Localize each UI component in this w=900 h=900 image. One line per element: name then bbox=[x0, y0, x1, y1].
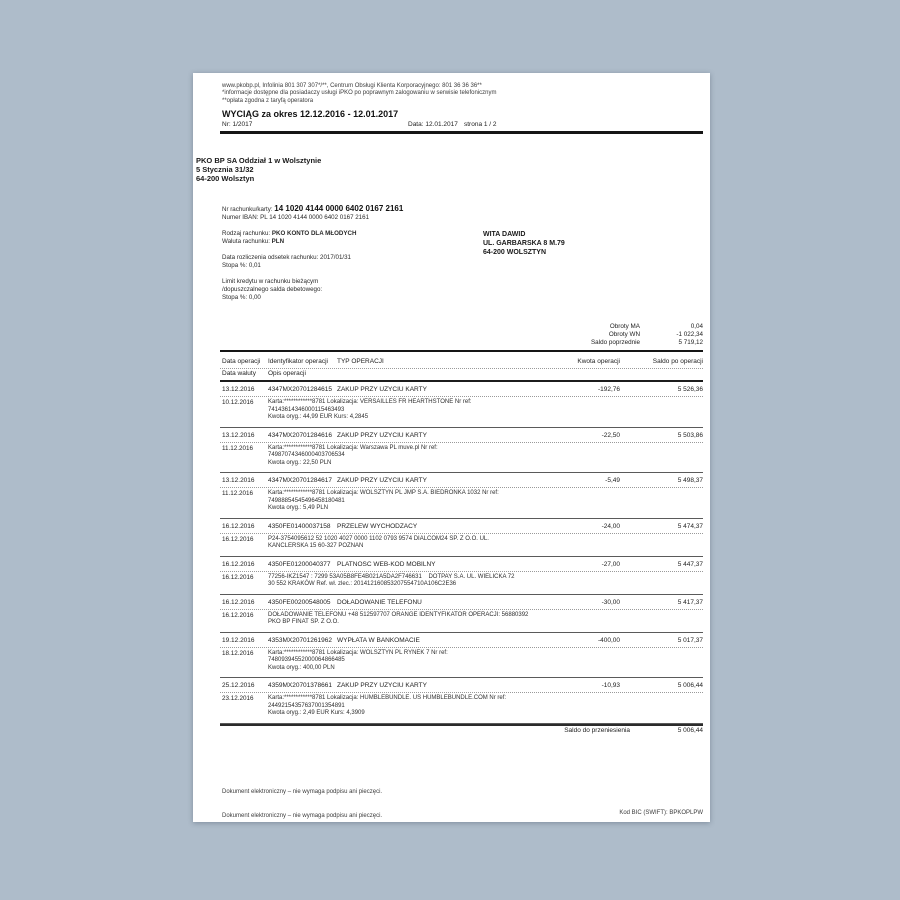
description-line: 74987074346000403706534 bbox=[268, 452, 345, 458]
transaction-value-date: 23.12.2016 bbox=[222, 695, 254, 702]
transaction-type: ZAKUP PRZY UZYCIU KARTY bbox=[337, 431, 427, 439]
transaction-detail bbox=[220, 572, 703, 589]
summary-value: 0,04 bbox=[690, 323, 703, 330]
transaction-amount: -30,00 bbox=[601, 598, 620, 606]
statement-date: Data: 12.01.2017 bbox=[408, 121, 458, 128]
transaction-type: DOŁADOWANIE TELEFONU bbox=[337, 598, 422, 606]
transaction-main-row bbox=[193, 385, 703, 394]
transaction-id: 4347MX20701284616 bbox=[268, 431, 332, 439]
transaction-description bbox=[268, 574, 628, 589]
summary-label: Obroty MA bbox=[609, 323, 640, 330]
description-line: Karta:************8781 Lokalizacja: Warszawa PL muve.pl Nr ref: bbox=[268, 444, 438, 451]
transaction-value-date: 11.12.2016 bbox=[222, 444, 254, 452]
description-line: Karta:************8781 Lokalizacja: WOLSZTYN PL JMP S.A. BIEDRONKA 1032 Nr ref: bbox=[268, 490, 499, 496]
transaction-value-date: 10.12.2016 bbox=[222, 399, 254, 406]
transaction-detail bbox=[220, 397, 703, 422]
transaction-balance: 5 498,37 bbox=[677, 477, 703, 484]
account-number-row bbox=[222, 205, 403, 214]
branch-address bbox=[196, 156, 321, 183]
transaction-amount: -400,00 bbox=[597, 636, 620, 644]
transaction-main-row bbox=[193, 681, 703, 690]
transaction-detail bbox=[220, 488, 703, 513]
header-operation-type: TYP OPERACJI bbox=[337, 358, 384, 365]
transaction-row bbox=[220, 633, 703, 679]
transaction-description bbox=[268, 695, 628, 718]
statement-number: Nr: 1/2017 bbox=[222, 121, 253, 128]
transaction-row bbox=[220, 678, 703, 724]
transaction-type: PRZELEW WYCHODZACY bbox=[337, 522, 418, 530]
description-line: Kwota oryg.: 2,49 EUR Kurs: 4,3909 bbox=[268, 710, 365, 716]
transaction-op-date: 19.12.2016 bbox=[222, 636, 255, 644]
description-line: 24492154357637001354891 bbox=[268, 702, 345, 709]
account-currency: PLN bbox=[271, 238, 285, 245]
description-line: Kwota oryg.: 5,49 PLN bbox=[268, 505, 329, 511]
account-number: 14 1020 4144 0000 6402 0167 2161 bbox=[274, 204, 404, 213]
balance-summary bbox=[220, 323, 703, 348]
table-header-row-2 bbox=[193, 369, 710, 378]
transaction-type: ZAKUP PRZY UZYCIU KARTY bbox=[337, 682, 427, 689]
customer-street: UL. GARBARSKA 8 M.79 bbox=[483, 239, 565, 247]
transaction-op-date: 16.12.2016 bbox=[222, 598, 255, 606]
description-line: 74143614346000115463493 bbox=[268, 406, 345, 413]
description-line: Kwota oryg.: 44,99 EUR Kurs: 4,2845 bbox=[268, 414, 369, 420]
summary-row-previous-balance bbox=[220, 339, 703, 347]
description-line: P24-3754095612 52 1020 4027 0000 1102 0793 9574 DIALCOM24 SP. Z O.O. UL. bbox=[268, 535, 489, 542]
transaction-op-date: 13.12.2016 bbox=[222, 386, 255, 393]
transaction-amount: -192,76 bbox=[597, 386, 620, 393]
description-line: DOŁADOWANIE TELEFONU +48 512597707 ORANGE IDENTYFIKATOR OPERACJI: 56880392 bbox=[268, 611, 529, 618]
bank-statement-page bbox=[193, 73, 710, 822]
transaction-balance: 5 447,37 bbox=[677, 560, 703, 568]
transaction-main-row bbox=[193, 431, 703, 440]
account-currency-label: Waluta rachunku: bbox=[222, 238, 270, 245]
transaction-main-row bbox=[193, 476, 703, 485]
transaction-id: 4350FE01200040377 bbox=[268, 560, 331, 568]
summary-row-credit-turnover bbox=[220, 323, 703, 331]
transaction-amount: -27,00 bbox=[601, 560, 620, 568]
header-divider bbox=[220, 131, 703, 134]
transaction-id: 4347MX20701284615 bbox=[268, 386, 332, 393]
page-indicator: strona 1 / 2 bbox=[464, 121, 497, 128]
transaction-balance: 5 006,44 bbox=[677, 682, 703, 689]
description-line: KANCLERSKA 15 60-327 POZNAN bbox=[268, 543, 364, 549]
transaction-description bbox=[268, 490, 628, 513]
transaction-main-row bbox=[193, 636, 703, 645]
transaction-type: PLATNOSC WEB-KOD MOBILNY bbox=[337, 560, 436, 568]
transaction-balance: 5 526,36 bbox=[677, 386, 703, 393]
transaction-balance: 5 017,37 bbox=[677, 636, 703, 644]
transaction-op-date: 13.12.2016 bbox=[222, 477, 255, 484]
transaction-row bbox=[220, 595, 703, 633]
transaction-value-date: 16.12.2016 bbox=[222, 573, 254, 581]
transaction-amount: -22,50 bbox=[601, 431, 620, 439]
transaction-op-date: 16.12.2016 bbox=[222, 522, 255, 530]
transaction-type: ZAKUP PRZY UZYCIU KARTY bbox=[337, 386, 427, 393]
carry-forward-value: 5 006,44 bbox=[677, 726, 703, 734]
transaction-value-date: 16.12.2016 bbox=[222, 535, 254, 543]
interest-rate: Stopa %: 0,01 bbox=[222, 262, 261, 269]
contact-line-1: www.pkobp.pl, Infolinia 801 307 307*/**, Centrum Obsługi Klienta Korporacyjnego: 801 36 36 36** bbox=[222, 83, 482, 89]
account-type: PKO KONTO DLA MŁODYCH bbox=[271, 230, 357, 237]
credit-limit-line1: Limit kredytu w rachunku bieżącym bbox=[222, 278, 319, 285]
header-amount: Kwota operacji bbox=[577, 358, 620, 365]
header-operation-id: Identyfikator operacji bbox=[268, 358, 328, 365]
transaction-balance: 5 503,86 bbox=[677, 431, 703, 439]
summary-label: Saldo poprzednie bbox=[590, 339, 640, 347]
description-line: Karta:************8781 Lokalizacja: HUMBLEBUNDLE. US HUMBLEBUNDLE.COM Nr ref: bbox=[268, 695, 507, 701]
transactions-list bbox=[193, 382, 710, 724]
transaction-op-date: 25.12.2016 bbox=[222, 682, 255, 689]
transaction-amount: -5,49 bbox=[605, 477, 620, 484]
interest-date: Data rozliczenia odsetek rachunku: 2017/01/31 bbox=[222, 254, 351, 261]
header-balance: Saldo po operacji bbox=[652, 358, 703, 365]
summary-row-debit-turnover bbox=[220, 331, 703, 339]
header-description: Opis operacji bbox=[268, 370, 306, 377]
summary-label: Obroty WN bbox=[608, 331, 640, 339]
bic-swift-code: Kod BIC (SWIFT): BPKOPLPW bbox=[619, 810, 703, 816]
transaction-amount: -24,00 bbox=[601, 522, 620, 530]
transaction-value-date: 18.12.2016 bbox=[222, 649, 254, 657]
summary-divider bbox=[220, 350, 703, 352]
description-line: Kwota oryg.: 400,00 PLN bbox=[268, 664, 335, 671]
transaction-detail bbox=[220, 534, 703, 551]
account-number-label: Nr rachunku/karty: bbox=[222, 206, 273, 213]
transaction-row bbox=[220, 557, 703, 595]
transaction-description bbox=[268, 445, 628, 468]
transaction-value-date: 11.12.2016 bbox=[222, 490, 254, 497]
summary-value: 5 719,12 bbox=[678, 339, 703, 347]
transaction-row bbox=[220, 473, 703, 519]
customer-city: 64-200 WOLSZTYN bbox=[483, 248, 547, 256]
contact-line-2: *informacje dostępne dla posiadaczy usługi iPKO po poprawnym zalogowaniu w serwisie telefonicznym bbox=[222, 90, 497, 97]
carry-forward-label: Saldo do przeniesienia bbox=[564, 726, 630, 734]
transaction-description bbox=[268, 399, 628, 422]
account-details bbox=[222, 205, 403, 302]
transaction-id: 4350FE01400037158 bbox=[268, 522, 331, 530]
transaction-op-date: 13.12.2016 bbox=[222, 431, 255, 439]
transaction-detail bbox=[220, 610, 703, 627]
transaction-row bbox=[220, 519, 703, 557]
transaction-main-row bbox=[193, 598, 703, 607]
account-type-label: Rodzaj rachunku: bbox=[222, 230, 271, 237]
credit-limit-rate: Stopa %: 0,00 bbox=[222, 294, 261, 301]
description-line: Kwota oryg.: 22,50 PLN bbox=[268, 459, 332, 466]
transaction-row bbox=[220, 382, 703, 428]
bank-contact-info bbox=[222, 83, 496, 105]
customer-name: WITA DAWID bbox=[483, 231, 526, 238]
transaction-description bbox=[268, 612, 628, 627]
transaction-amount: -10,93 bbox=[601, 682, 620, 689]
transaction-row bbox=[220, 428, 703, 474]
statement-meta-row bbox=[222, 121, 703, 130]
transaction-id: 4353MX20701261962 bbox=[268, 636, 332, 644]
branch-name: PKO BP SA Oddział 1 w Wolsztynie bbox=[196, 156, 322, 165]
transaction-type: WYPŁATA W BANKOMACIE bbox=[337, 636, 420, 644]
carry-forward-row bbox=[220, 726, 703, 736]
description-line: PKO BP FINAT SP. Z O.O. bbox=[268, 619, 339, 625]
transaction-value-date: 16.12.2016 bbox=[222, 611, 254, 619]
transaction-detail bbox=[220, 648, 703, 673]
header-value-date: Data waluty bbox=[222, 370, 256, 377]
transaction-id: 4350FE00200548005 bbox=[268, 598, 331, 606]
transaction-balance: 5 474,37 bbox=[677, 522, 703, 530]
transaction-id: 4347MX20701284617 bbox=[268, 477, 332, 484]
branch-street: 5 Stycznia 31/32 bbox=[196, 165, 254, 174]
transaction-main-row bbox=[193, 522, 703, 531]
summary-value: -1 022,34 bbox=[676, 331, 703, 339]
header-op-date: Data operacji bbox=[222, 358, 261, 365]
branch-city: 64-200 Wolsztyn bbox=[196, 174, 255, 183]
transaction-id: 4359MX20701378661 bbox=[268, 682, 332, 689]
customer-address bbox=[483, 231, 565, 257]
account-iban: Numer IBAN: PL 14 1020 4144 0000 6402 0167 2161 bbox=[222, 214, 370, 221]
transaction-detail bbox=[220, 443, 703, 468]
transaction-main-row bbox=[193, 560, 703, 569]
footer-note-1: Dokument elektroniczny – nie wymaga podpisu ani pieczęci. bbox=[222, 789, 383, 795]
transaction-type: ZAKUP PRZY UZYCIU KARTY bbox=[337, 477, 427, 484]
table-header-row-1 bbox=[193, 357, 710, 366]
transactions-table bbox=[193, 357, 710, 736]
description-line: 77256-IKZ1547 : 7299 53A05B8FE4B021A5DA2F746631 DOTPAY S.A. UL. WIELICKA 72 bbox=[268, 573, 515, 580]
transaction-description bbox=[268, 650, 628, 673]
description-line: Karta:************8781 Lokalizacja: VERSAILLES FR HEARTHSTONE Nr ref: bbox=[268, 399, 472, 405]
transaction-description bbox=[268, 536, 628, 551]
footer-note-2: Dokument elektroniczny – nie wymaga podpisu ani pieczęci. bbox=[222, 813, 383, 819]
transaction-detail bbox=[220, 693, 703, 718]
transaction-balance: 5 417,37 bbox=[677, 598, 703, 606]
transaction-op-date: 16.12.2016 bbox=[222, 560, 255, 568]
description-line: 74988854545496458180481 bbox=[268, 497, 345, 504]
description-line: 74809394552000064866485 bbox=[268, 657, 345, 663]
account-currency-row bbox=[222, 238, 403, 246]
description-line: Karta:************8781 Lokalizacja: WOLSZTYN PL RYNEK 7 Nr ref: bbox=[268, 649, 448, 656]
credit-limit-line2: /dopuszczalnego salda debetowego: bbox=[222, 286, 323, 293]
account-type-row bbox=[222, 230, 403, 238]
contact-line-3: **opłata zgodna z taryfą operatora bbox=[222, 97, 314, 104]
description-line: 30 552 KRAKÓW Ref. wł. zlec.: 201412160853207554710A106C2E36 bbox=[268, 581, 457, 587]
statement-title: WYCIĄG za okres 12.12.2016 - 12.01.2017 bbox=[222, 109, 399, 119]
